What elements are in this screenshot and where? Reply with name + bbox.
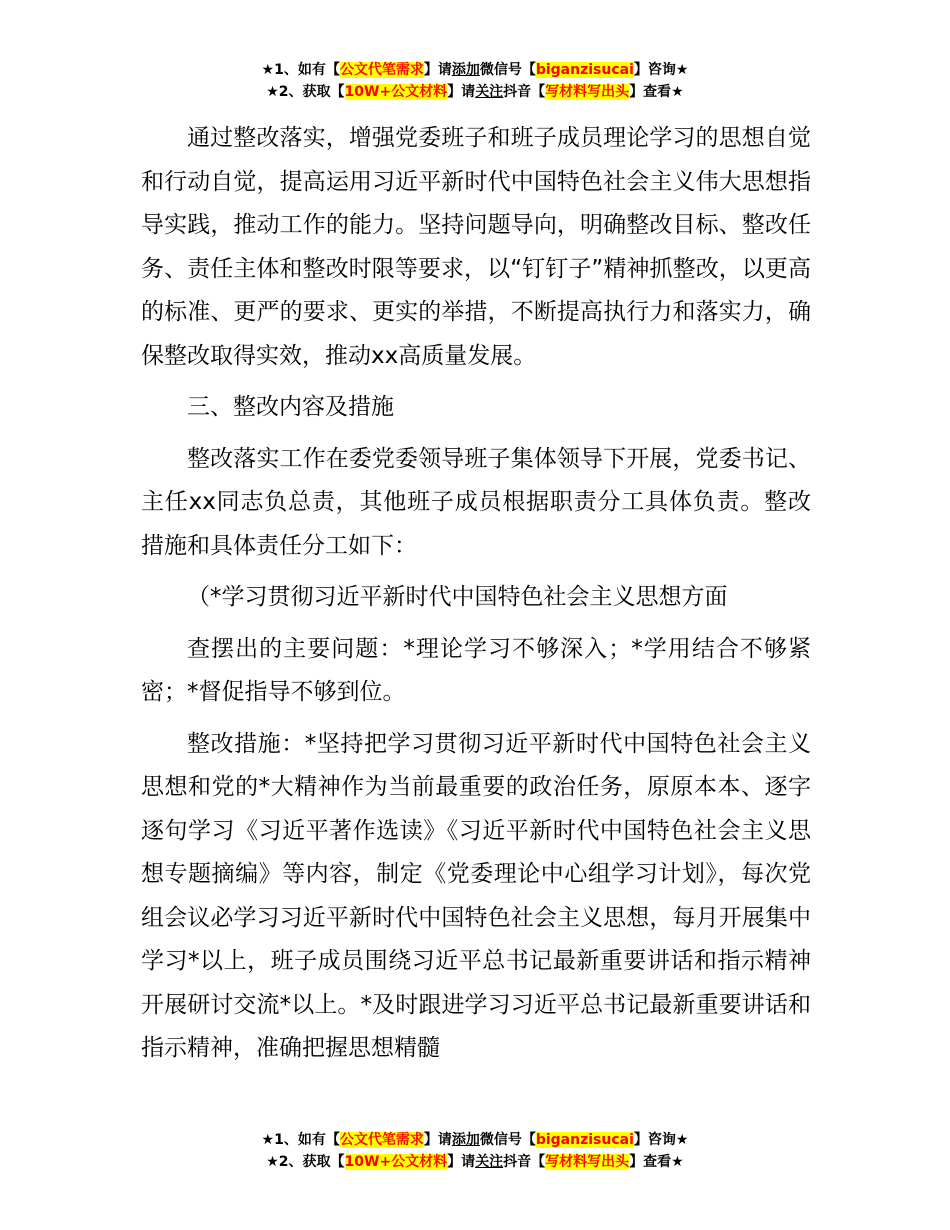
banner-underline: 关注 (475, 1154, 504, 1170)
paragraph: 整改措施：*坚持把学习贯彻习近平新时代中国特色社会主义思想和党的*大精神作为当前最重要的政治任务，原原本本、逐字逐句学习《习近平著作选读》《习近平新时代中国特色社会主义思想专题摘编》等内容，制定《党委理论中心组学习计划》，每次党组会议必学习习近平新时代中国特色社会主义思想，每月开展集中学习*以上，班子成员围绕习近平总书记最新重要讲话和指示精神开展研讨交流*以上。*及时跟进学习习近平总书记最新重要讲话和指示精神，准确把握思想精髓 (141, 730, 811, 1061)
banner-line-1 (0, 59, 950, 81)
banner-text: ★1、如有【 (261, 62, 340, 78)
banner-text: 】咨询★ (633, 1132, 689, 1148)
document-body (141, 117, 811, 1079)
banner-text: 】请 (447, 1154, 476, 1170)
paragraph: 查摆出的主要问题：*理论学习不够深入；*学用结合不够紧密；*督促指导不够到位。 (141, 635, 811, 705)
banner-text: 】咨询★ (633, 62, 689, 78)
section-heading: 三、整改内容及措施 (187, 394, 394, 420)
banner-text: 】查看★ (629, 1154, 684, 1170)
subsection-heading: （*学习贯彻习近平新时代中国特色社会主义思想方面 (187, 584, 728, 610)
banner-text: 抖音【 (503, 84, 546, 100)
banner-text: 抖音【 (503, 1154, 546, 1170)
banner-text: 】查看★ (629, 84, 684, 100)
paragraph: 整改落实工作在委党委领导班子集体领导下开展，党委书记、主任xx同志负总责，其他班子成员根据职责分工具体负责。整改措施和具体责任分工如下： (141, 445, 811, 559)
banner-underline: 关注 (475, 84, 504, 100)
banner-highlight: 10W+公文材料 (344, 84, 448, 100)
banner-text: 微信号【 (479, 1132, 536, 1148)
banner-text: 】请 (423, 62, 452, 78)
paragraph: 通过整改落实，增强党委班子和班子成员理论学习的思想自觉和行动自觉，提高运用习近平新时代中国特色社会主义伟大思想指导实践，推动工作的能力。坚持问题导向，明确整改目标、整改任务、责任主体和整改时限等要求，以“钉钉子”精神抓整改，以更高的标准、更严的要求、更实的举措，不断提高执行力和落实力，确保整改取得实效，推动xx高质量发展。 (141, 125, 811, 369)
banner-underline: 添加 (451, 1132, 480, 1148)
banner-text: ★2、获取【 (266, 84, 345, 100)
banner-line-1 (0, 1129, 950, 1151)
banner-highlight: biganzisucai (535, 1132, 634, 1148)
footer-banner (0, 1129, 950, 1173)
banner-highlight: 公文代笔需求 (339, 62, 424, 78)
banner-text: 微信号【 (479, 62, 536, 78)
banner-highlight: 公文代笔需求 (339, 1132, 424, 1148)
banner-underline: 添加 (451, 62, 480, 78)
banner-text: ★2、获取【 (266, 1154, 345, 1170)
banner-highlight: 10W+公文材料 (344, 1154, 448, 1170)
banner-text: 】请 (423, 1132, 452, 1148)
banner-line-2 (0, 81, 950, 103)
header-banner (0, 59, 950, 103)
banner-line-2 (0, 1151, 950, 1173)
banner-text: 】请 (447, 84, 476, 100)
banner-text: ★1、如有【 (261, 1132, 340, 1148)
banner-highlight: biganzisucai (535, 62, 634, 78)
banner-highlight: 写材料写出头 (545, 1154, 630, 1170)
banner-highlight: 写材料写出头 (545, 84, 630, 100)
